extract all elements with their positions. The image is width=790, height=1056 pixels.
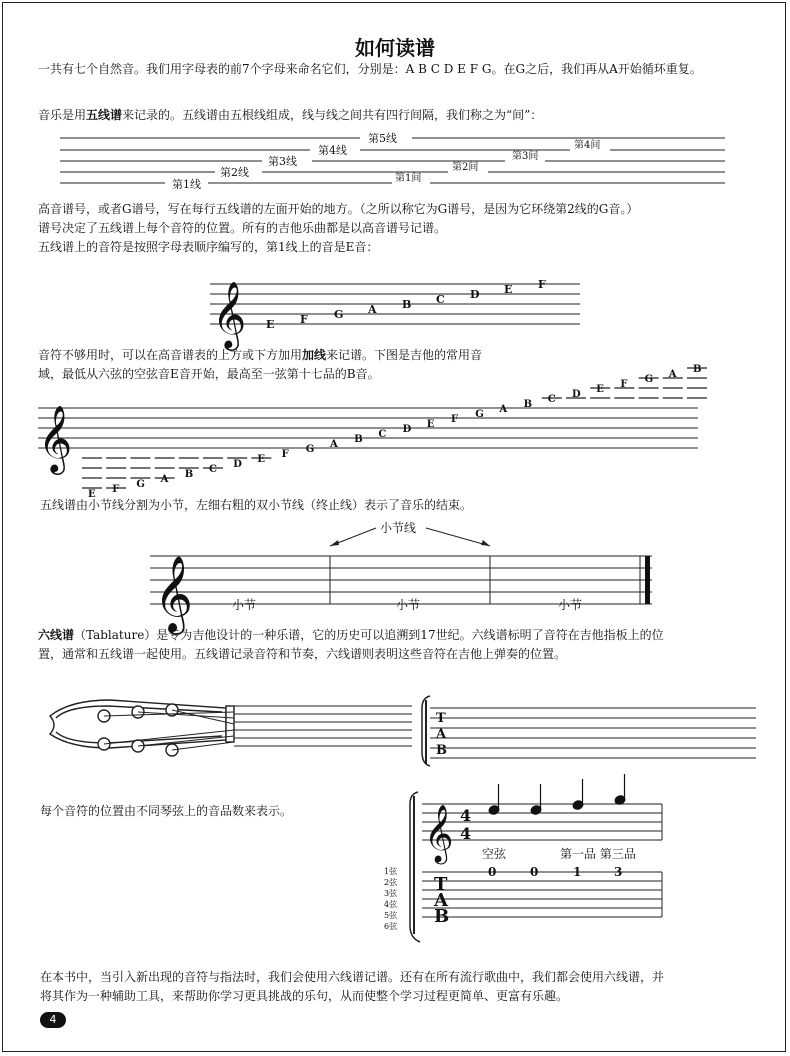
- open-string-label: 空弦: [482, 847, 507, 861]
- line-label-1: 第1线: [172, 178, 201, 191]
- measure-label-1: 小节: [232, 598, 257, 612]
- page-title: 如何读谱: [355, 36, 435, 60]
- staff-intro: 音乐是用五线谱来记录的。五线谱由五根线组成，线与线之间共有四行间隔，我们称之为“间”：: [38, 108, 543, 122]
- range-note-letter: B: [693, 364, 702, 375]
- range-note-letter: D: [402, 424, 412, 435]
- string-label-4: 4弦: [384, 900, 398, 909]
- range-note-letter: B: [354, 434, 363, 445]
- tab-letter-a: A: [436, 727, 447, 742]
- range-note-letter: B: [523, 399, 533, 410]
- range-note-letter: E: [88, 489, 96, 500]
- notation-tab-example: [370, 786, 670, 946]
- note-letter: F: [300, 313, 308, 326]
- range-note-letter: E: [596, 384, 604, 395]
- tablature-paragraph: 六线谱（Tablature）是专为吉他设计的一种乐谱，它的历史可以追溯到17世纪。六线谱标明了音符在吉他指板上的位 置，通常和五线谱一起使用。五线谱记录音符和节奏，六线谱则表明这些音符在吉他上弹奏的位置。: [38, 628, 664, 661]
- note-letter: E: [504, 283, 513, 296]
- closing-paragraph: 在本书中，当引入新出现的音符与指法时，我们会使用六线谱记谱。还有在所有流行歌曲中，我们都会使用六线谱，并 将其作为一种辅助工具，来帮助你学习更具挑战的乐句，从而使整个学习过程更简单、更富有乐趣。: [40, 970, 665, 1003]
- range-note-letter: F: [620, 379, 628, 390]
- string-label-6: 6弦: [384, 922, 398, 931]
- treble-clef-icon: 𝄞: [154, 555, 194, 632]
- range-note-letter: D: [572, 389, 581, 400]
- clef-paragraph: 高音谱号，或者G谱号，写在每行五线谱的左面开始的地方。（之所以称它为G谱号，是因为它环绕第2线的G音。） 谱号决定了五线谱上每个音符的位置。所有的吉他乐曲都是以高音谱号记谱。 五线谱上的音符是按照字母表顺序编写的，第1线上的音是E音：: [38, 202, 639, 254]
- fret-labels: 第一品 第三品: [560, 847, 636, 861]
- fret-number: 3: [614, 865, 623, 879]
- page-number: 4: [40, 1012, 66, 1028]
- string-label-5: 5弦: [384, 911, 398, 920]
- note-letter: G: [334, 308, 344, 321]
- term-ledger: 加线: [302, 348, 327, 362]
- range-note-letter: F: [281, 449, 289, 460]
- line-label-5: 第5线: [368, 132, 397, 145]
- range-note-letter: C: [547, 394, 556, 405]
- string-label-3: 3弦: [384, 889, 398, 898]
- barline-label: 小节线: [380, 521, 417, 535]
- space-label-1: 第1间: [395, 173, 422, 184]
- note-letter: B: [402, 298, 412, 311]
- range-note-letter: A: [330, 439, 338, 450]
- guitar-range-staff: [30, 352, 730, 500]
- note-letter: E: [266, 318, 275, 331]
- space-label-2: 第2间: [452, 162, 479, 173]
- staff-lines-diagram: [0, 128, 790, 196]
- tab-staff: [422, 696, 756, 766]
- time-signature-top: 4: [460, 806, 472, 825]
- range-note-letter: G: [475, 409, 484, 420]
- measure-paragraph: 五线谱由小节线分割为小节，左细右粗的双小节线（终止线）表示了音乐的结束。: [40, 498, 473, 512]
- space-label-4: 第4间: [574, 140, 601, 151]
- fret-number: 0: [488, 865, 497, 879]
- range-note-letter: A: [499, 404, 508, 415]
- line-label-3: 第3线: [268, 155, 297, 168]
- fret-number: 0: [530, 865, 539, 879]
- range-note-letter: G: [305, 444, 315, 455]
- tab-letter-t: T: [434, 874, 448, 895]
- fret-paragraph: 每个音符的位置由不同琴弦上的音品数来表示。: [40, 804, 293, 818]
- measure-label-3: 小节: [558, 598, 583, 612]
- range-note-letter: B: [184, 469, 194, 480]
- range-note-letter: C: [209, 464, 217, 475]
- term-staff: 五线谱: [86, 108, 123, 122]
- range-note-letter: G: [136, 479, 145, 490]
- time-signature-bottom: 4: [460, 824, 472, 843]
- note-letter: A: [368, 303, 377, 316]
- range-note-letter: C: [378, 429, 387, 440]
- note-letter: F: [538, 278, 546, 291]
- treble-clef-icon: 𝄞: [424, 804, 454, 862]
- treble-clef-icon: 𝄞: [38, 404, 73, 472]
- note-letter: C: [436, 293, 445, 306]
- space-label-3: 第3间: [512, 151, 539, 162]
- string-label-2: 2弦: [384, 878, 398, 887]
- range-note-letter: F: [451, 414, 459, 425]
- range-note-letter: G: [644, 374, 654, 385]
- headstock-tab-diagram: [50, 688, 760, 778]
- ledger-paragraph: 音符不够用时，可以在高音谱表的上方或下方加用加线来记谱。下图是吉他的常用音 域，最低从六弦的空弦音E音开始，最高至一弦第十七品的B音。: [38, 348, 483, 381]
- fret-number: 1: [573, 865, 582, 879]
- note-letter: D: [470, 288, 480, 301]
- note-names-staff: [200, 262, 590, 348]
- line-label-2: 第2线: [220, 166, 249, 179]
- range-note-letter: A: [668, 369, 677, 380]
- measure-label-2: 小节: [396, 598, 421, 612]
- string-label-1: 1弦: [384, 867, 398, 876]
- range-note-letter: D: [233, 459, 242, 470]
- range-note-letter: E: [257, 454, 266, 465]
- intro-paragraph: 一共有七个自然音。我们用字母表的前7个字母来命名它们，分别是：A B C D E F G。在G之后，我们再从A开始循环重复。: [38, 62, 702, 76]
- tab-letter-a: A: [434, 890, 448, 911]
- final-barline: [645, 556, 650, 604]
- range-note-letter: A: [160, 474, 169, 485]
- treble-clef-icon: 𝄞: [212, 280, 247, 348]
- tab-letter-b: B: [434, 906, 450, 927]
- tab-letter-t: T: [436, 711, 446, 726]
- range-note-letter: E: [426, 419, 435, 430]
- term-tablature: 六线谱: [38, 628, 75, 642]
- line-label-4: 第4线: [318, 144, 347, 157]
- tab-letter-b: B: [436, 743, 447, 758]
- range-note-letter: F: [112, 484, 120, 495]
